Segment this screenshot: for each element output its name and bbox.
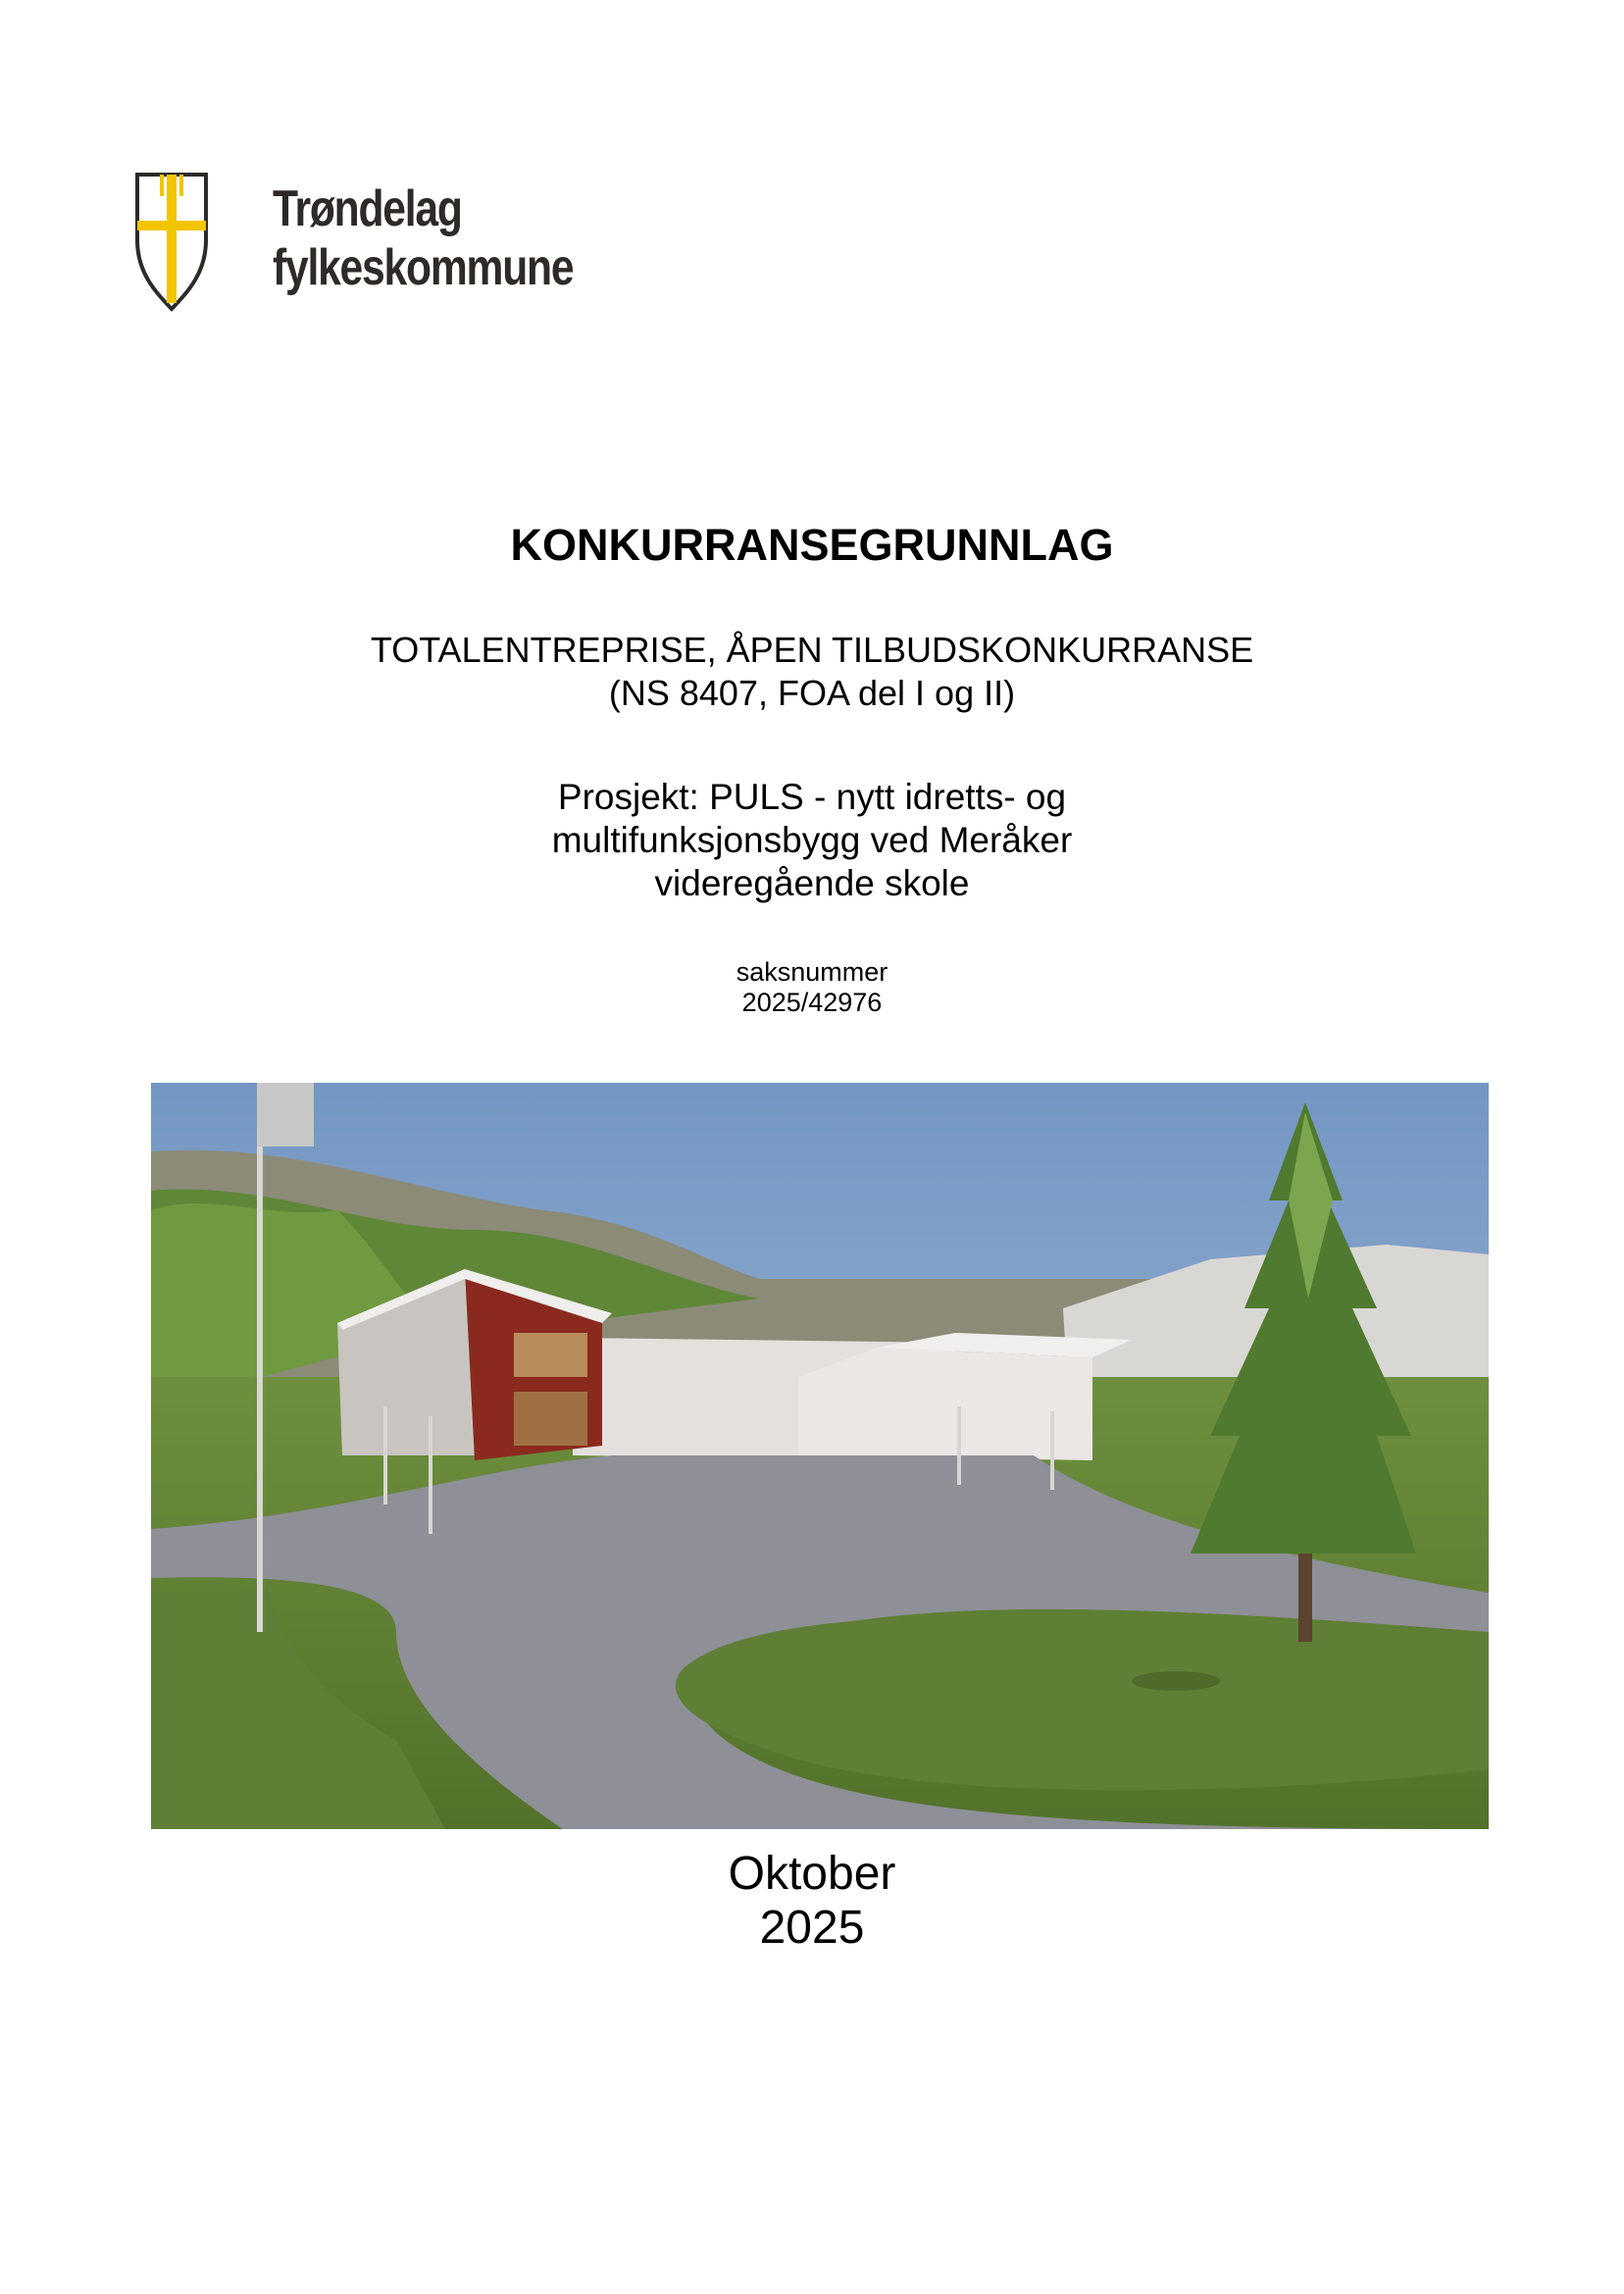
lamp-post xyxy=(957,1406,961,1485)
road-left xyxy=(151,1524,288,1578)
publication-month: Oktober xyxy=(728,1848,896,1900)
organization-name-line1: Trøndelag xyxy=(273,180,462,237)
organization-name xyxy=(273,179,573,297)
contract-type-line2: (NS 8407, FOA del I og II) xyxy=(608,673,1016,713)
flag-pole xyxy=(257,1102,263,1632)
architectural-rendering xyxy=(151,1083,1489,1829)
window-lower xyxy=(514,1392,587,1446)
project-line3: videregående skole xyxy=(654,863,970,903)
cover-image xyxy=(151,1083,1489,1829)
contract-type-line1: TOTALENTREPRISE, ÅPEN TILBUDSKONKURRANSE xyxy=(370,630,1254,670)
case-label: saksnummer xyxy=(736,957,888,987)
lamp-post xyxy=(429,1416,432,1534)
window-upper xyxy=(514,1333,587,1377)
tree-shadow xyxy=(1132,1671,1220,1691)
publication-year: 2025 xyxy=(759,1902,865,1954)
project-description xyxy=(0,776,1624,905)
project-line2: multifunksjonsbygg ved Meråker xyxy=(551,820,1073,860)
publication-date xyxy=(0,1847,1624,1955)
flag xyxy=(257,1083,314,1147)
lamp-post xyxy=(1050,1411,1054,1490)
contract-type xyxy=(0,629,1624,715)
organization-name-line2: fylkeskommune xyxy=(273,239,574,296)
case-number: 2025/42976 xyxy=(741,988,883,1017)
organization-logo xyxy=(134,172,605,319)
lamp-post xyxy=(383,1406,387,1504)
sports-hall xyxy=(798,1348,1092,1460)
case-reference xyxy=(0,957,1624,1018)
document-title: KONKURRANSEGRUNNLAG xyxy=(510,520,1114,570)
project-line1: Prosjekt: PULS - nytt idretts- og xyxy=(557,777,1067,817)
shield-cross-icon xyxy=(134,172,209,313)
